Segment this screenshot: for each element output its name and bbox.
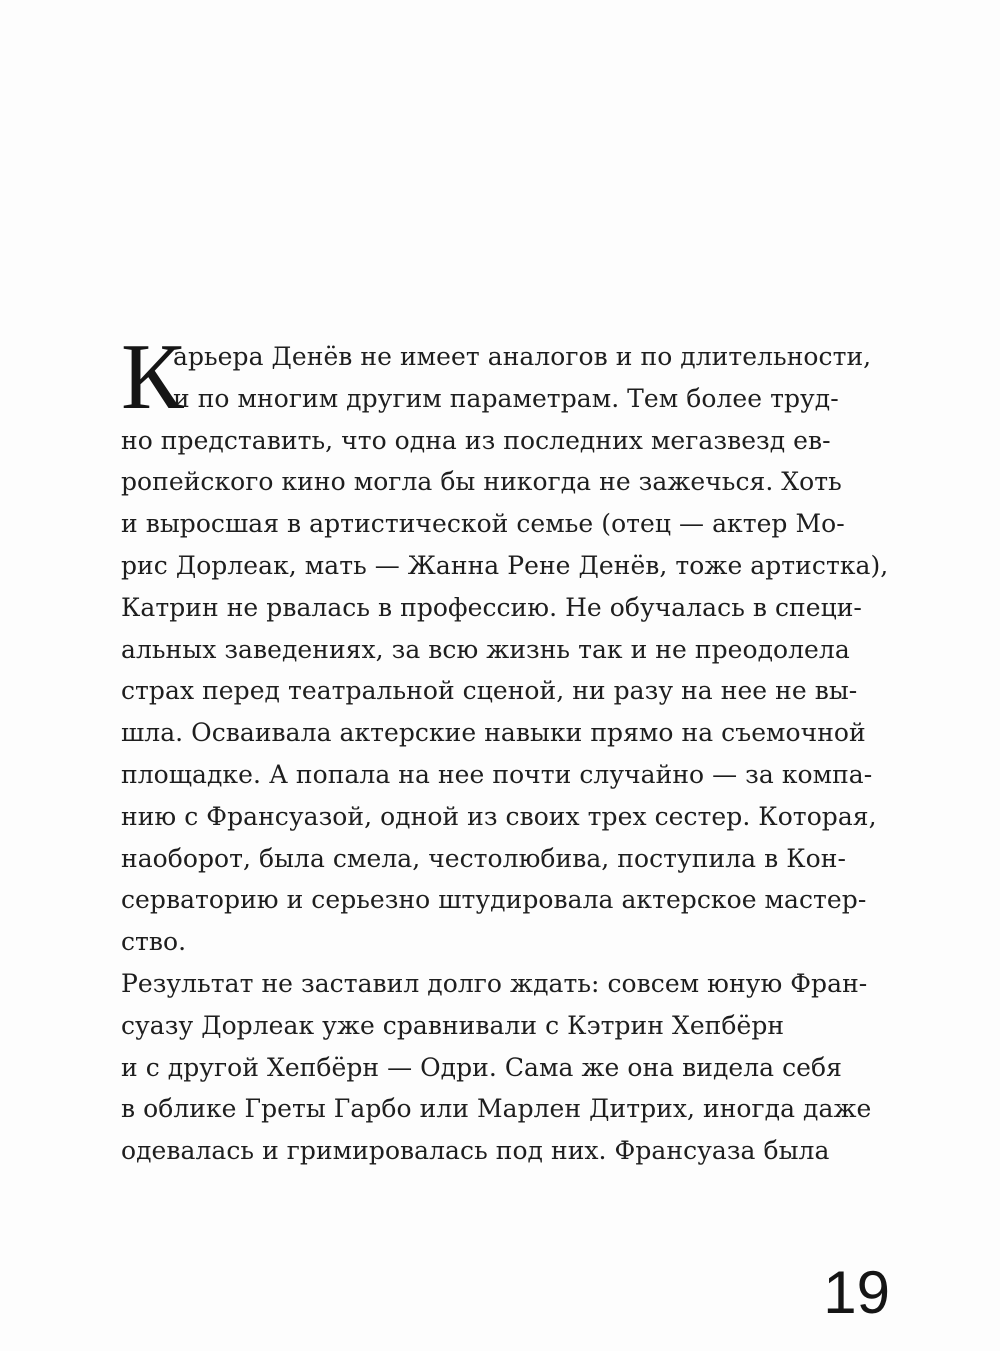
text-line: нию с Франсуазой, одной из своих трех сестер. Которая, [121,801,877,831]
text-line: ство. [121,927,187,957]
text-line: серваторию и серьезно штудировала актерское мастер- [121,885,867,915]
text-line: но представить, что одна из последних мегазвезд ев- [121,425,831,455]
text-line: и выросшая в артистической семье (отец — актер Мо- [121,509,845,539]
text-line: ропейского кино могла бы никогда не зажечься. Хоть [121,467,842,497]
text-line: площадке. А попала на нее почти случайно — за компа- [121,759,873,789]
text-line: наоборот, была смела, честолюбива, поступила в Кон- [121,843,846,873]
text-line: альных заведениях, за всю жизнь так и не преодолела [121,634,850,664]
text-line: рис Дорлеак, мать — Жанна Рене Денёв, тоже артистка), [121,550,889,580]
text-line: арьера Денёв не имеет аналогов и по длительности, [173,342,872,371]
text-line: в облике Греты Гарбо или Марлен Дитрих, иногда даже [121,1094,872,1124]
text-line: и с другой Хепбёрн — Одри. Сама же она видела себя [121,1052,842,1082]
page-number: 19 [823,1259,890,1326]
drop-cap: К [121,325,184,429]
text-line: шла. Осваивала актерские навыки прямо на съемочной [121,718,866,748]
text-line: страх перед театральной сценой, ни разу на нее не вы- [121,676,858,706]
text-line: суазу Дорлеак уже сравнивали с Кэтрин Хепбёрн [121,1010,785,1040]
text-line: и по многим другим параметрам. Тем более труд- [173,383,839,413]
text-line: Катрин не рвалась в профессию. Не обучалась в специ- [121,592,862,622]
body-text [121,325,901,1172]
text-line: Результат не заставил долго ждать: совсем юную Фран- [121,968,868,998]
text-line: одевалась и гримировалась под них. Франсуаза была [121,1136,830,1166]
